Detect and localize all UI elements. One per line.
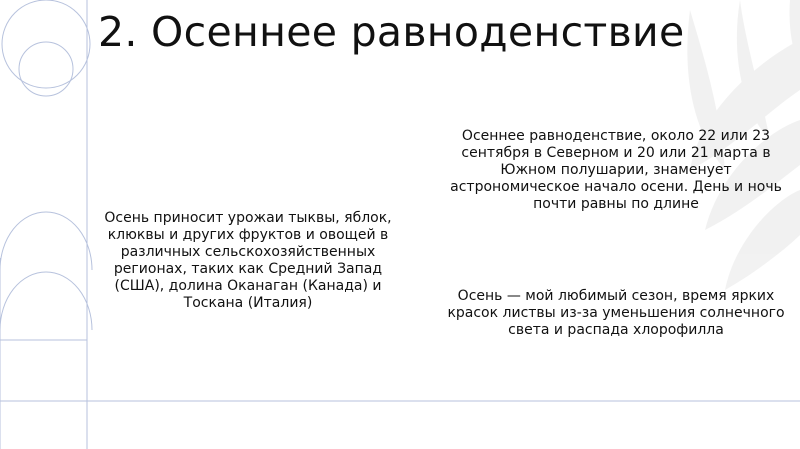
harvest-text-block: Осень приносит урожаи тыквы, яблок, клюквы и других фруктов и овощей в различных сельскохозяйственных регионах, таких как Средний Запад (США), долина Оканаган (Канада) и Тоскана (Италия) [104, 210, 392, 311]
arches-ornament [0, 212, 92, 449]
circles-ornament [2, 0, 90, 96]
favorite-season-text-block: Осень — мой любимый сезон, время ярких красок листвы из-за уменьшения солнечного света и распада хлорофилла [447, 288, 785, 338]
page-title: 2. Осеннее равноденствие [98, 8, 685, 56]
equinox-text-block: Осеннее равноденствие, около 22 или 23 сентября в Северном и 20 или 21 марта в Южном полушарии, знаменует астрономическое начало осени. День и ночь почти равны по длине [450, 128, 782, 212]
